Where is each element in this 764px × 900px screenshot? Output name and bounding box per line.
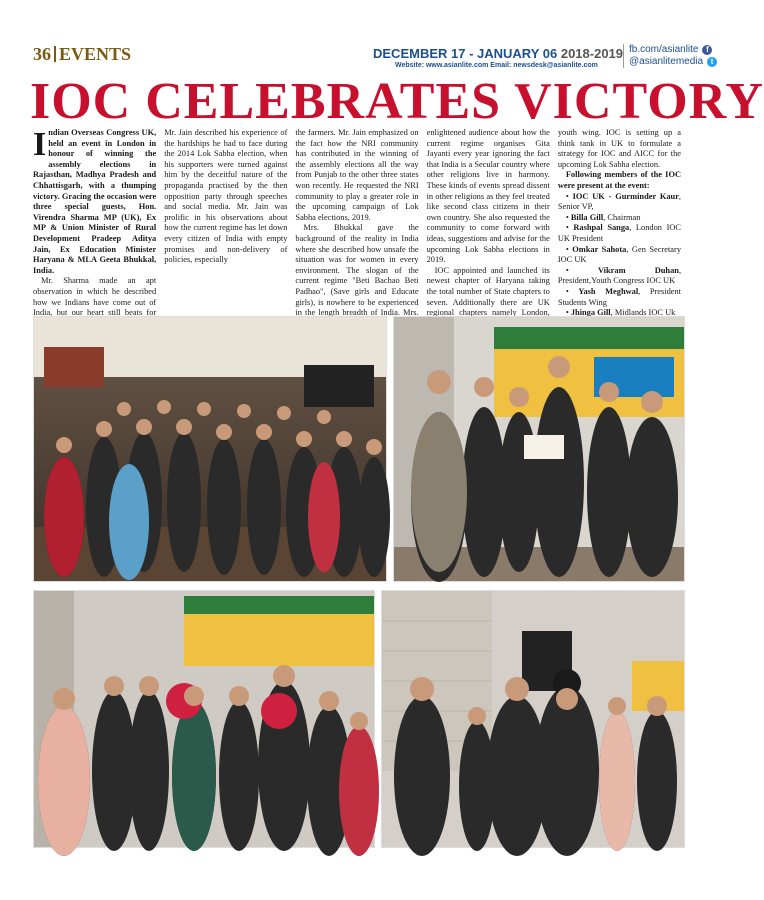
photo-guests-greeting bbox=[381, 590, 685, 848]
member-item: • Billa Gill, Chairman bbox=[565, 212, 641, 222]
photo-group-event bbox=[33, 316, 387, 582]
article-lead: ndian Overseas Congress UK, held an event in London in honour of winning the assembly elections in Rajasthan, Madhya Pradesh and Chhattisgarh, with a thumping victory. Gracing the occasion were three special guests, Hon. Virendra Sharma MP (UK), Ex MP & Union Minister of Rural Development Pradeep Aditya Jain, Ex Education Minister Haryana & MLA Geeta Bhukkal, India. bbox=[33, 128, 157, 275]
date-range: DECEMBER 17 - JANUARY 06 bbox=[373, 46, 558, 61]
article-paragraph: the farmers. Mr. Jain emphasized on the fact how the NRI community has contributed in the winning of the assembly elections all the way from Punjab to the other three states won recently. He requested the NRI community to play a greater role in the upcoming campaign of Lok Sabha elections, 2019. bbox=[295, 128, 419, 222]
article-paragraph: enlightened audience about how the current regime organises Gita Jayanti every year ignoring the fact that India is a Secular country where other religions live in harmony. These kinds of events spread dissent in other religions as they feel treated like second class citizens in their own country. She also requested the community to come forward with ideas, suggestions and advise for the upcoming Lok Sabha elections in 2019. bbox=[426, 128, 550, 265]
article-body bbox=[33, 126, 682, 318]
drop-cap: I bbox=[33, 126, 47, 163]
members-list bbox=[558, 192, 681, 319]
article-column-3 bbox=[295, 128, 419, 318]
section-label: EVENTS bbox=[59, 44, 132, 64]
member-item: • Vikram Duhan, President,Youth Congress IOC UK bbox=[557, 265, 682, 286]
photo-bouquet-group bbox=[33, 590, 375, 848]
member-item: • Omkar Sahota, Gen Secretary IOC UK bbox=[557, 244, 682, 265]
twitter-icon: t bbox=[707, 57, 717, 67]
article-paragraph: youth wing. IOC is setting up a think tank in UK to formulate a strategy for IOC and AICC for the upcoming Lok Sabha election. bbox=[557, 128, 682, 169]
members-heading: Following members of the IOC were present at the event: bbox=[557, 170, 682, 190]
divider bbox=[54, 46, 56, 62]
issue-year: 2018-2019 bbox=[560, 46, 624, 61]
article-column-5 bbox=[557, 128, 682, 318]
article-headline: IOC CELEBRATES VICTORY bbox=[30, 73, 764, 130]
article-paragraph: Mrs. Bhukkal gave the background of the reality in India where she described how unsafe the situation was for women in every environment. The slogan of the current regime "Beti Bachao Beti Padhao", (Save girls and Educate girls), is nowhere to be experienced in the length breadth of India. Mrs. bbox=[295, 223, 419, 318]
article-paragraph: Mr. Sharma made an apt observation in which he described how we Indians have come out of India, but our heart still beats for bbox=[33, 276, 157, 318]
issue-dates bbox=[373, 46, 623, 61]
facebook-icon: f bbox=[702, 45, 712, 55]
twitter-link[interactable]: @asianlitemedia bbox=[629, 56, 704, 67]
article-column-2 bbox=[164, 128, 287, 310]
member-item: • IOC UK - Gurminder Kaur, Senior VP, bbox=[557, 191, 682, 212]
member-item: • Jhinga Gill, Midlands IOC Uk bbox=[565, 308, 676, 318]
social-links bbox=[629, 44, 717, 68]
page-header bbox=[33, 44, 714, 70]
article-column-1 bbox=[33, 126, 157, 318]
member-item: • Yash Meghwal, President Students Wing bbox=[557, 286, 682, 307]
header-divider bbox=[623, 44, 624, 68]
photo-certificate-presentation bbox=[393, 316, 685, 582]
member-item: • Rashpal Sanga, London IOC UK President bbox=[557, 223, 682, 243]
page-number-section bbox=[33, 44, 131, 65]
facebook-link[interactable]: fb.com/asianlite bbox=[629, 44, 699, 55]
contact-line: Website: www.asianlite.com Email: newsdesk@asianlite.com bbox=[395, 62, 598, 69]
article-paragraph: Mr. Jain described his experience of the hardships he had to face during the 2014 Lok Sabha election, when his supporters were turned against him by the deceitful nature of the propaganda practised by the then opposition party through speeches and social media. Mr. Jain was prolific in his observations about how the current regime has let down every citizen of India with empty promises and non-delivery of policies, especially bbox=[164, 128, 288, 265]
page-number: 36 bbox=[33, 44, 51, 64]
article-column-4 bbox=[426, 128, 550, 318]
article-paragraph: IOC appointed and launched its newest chapter of Haryana taking the total number of State chapters to seven. Additionally there are UK regional chapters namely London, bbox=[426, 265, 550, 318]
